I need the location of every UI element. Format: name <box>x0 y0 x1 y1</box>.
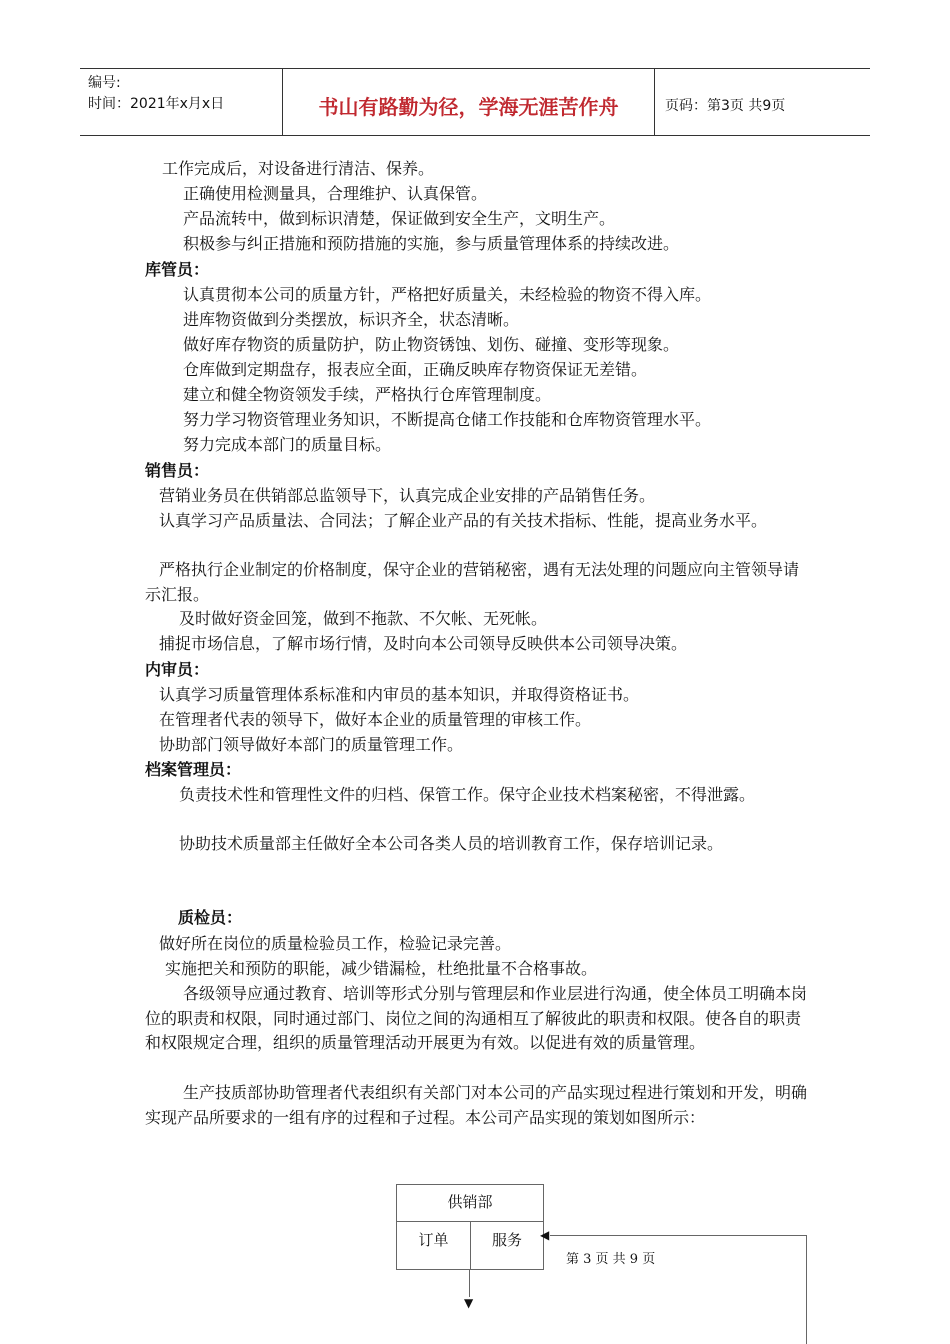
body-paragraph: 做好所在岗位的质量检验员工作，检验记录完善。 <box>159 934 512 953</box>
diagram-connector <box>550 1235 806 1236</box>
serial-label: 编号: <box>88 75 121 91</box>
body-paragraph: 实施把关和预防的职能，减少错漏检，杜绝批量不合格事故。 <box>165 959 598 978</box>
header-motto: 书山有路勤为径，学海无涯苦作舟 <box>318 95 619 119</box>
diagram-order-cell: 订单 <box>418 1231 449 1249</box>
body-paragraph: 仓库做到定期盘存，报表应全面，正确反映库存物资保证无差错。 <box>183 360 648 379</box>
body-paragraph: 负责技术性和管理性文件的归档、保管工作。保守企业技术档案秘密，不得泄露。 <box>179 785 756 804</box>
diagram-connector <box>469 1269 470 1297</box>
body-paragraph: 建立和健全物资领发手续，严格执行仓库管理制度。 <box>183 385 552 404</box>
header-page-cell <box>655 69 870 135</box>
section-heading-archive: 档案管理员： <box>145 760 242 779</box>
body-paragraph: 生产技质部协助管理者代表组织有关部门对本公司的产品实现过程进行策划和开发，明确实现产品所要求的一组有序的过程和子过程。本公司产品实现的策划如图所示： <box>145 1083 808 1127</box>
footer-page-number: 第 3 页 共 9 页 <box>566 1252 656 1267</box>
arrow-down-icon: ▼ <box>464 1296 474 1310</box>
body-paragraph: 进库物资做到分类摆放，标识齐全，状态清晰。 <box>183 310 520 329</box>
body-paragraph: 各级领导应通过教育、培训等形式分别与管理层和作业层进行沟通，使全体员工明确本岗位的职责和权限，同时通过部门、岗位之间的沟通相互了解彼此的职责和权限。使各自的职责和权限规定合理，组织的质量管理活动开展更为有效。以促进有效的质量管理。 <box>145 984 808 1052</box>
body-paragraph: 积极参与纠正措施和预防措施的实施，参与质量管理体系的持续改进。 <box>183 234 680 253</box>
diagram-connector <box>806 1235 807 1344</box>
body-paragraph: 正确使用检测量具，合理维护、认真保管。 <box>183 184 488 203</box>
body-paragraph: 及时做好资金回笼，做到不拖款、不欠帐、无死帐。 <box>179 609 548 628</box>
section-heading-internal-audit: 内审员： <box>145 660 210 679</box>
section-heading-warehouse: 库管员： <box>145 260 210 279</box>
diagram-service-cell: 服务 <box>491 1231 522 1249</box>
body-paragraph: 捕捉市场信息，了解市场行情，及时向本公司领导反映供本公司领导决策。 <box>159 634 688 653</box>
time-label: 时间：2021年x月x日 <box>88 96 225 112</box>
body-paragraph: 认真贯彻本公司的质量方针，严格把好质量关，未经检验的物资不得入库。 <box>183 285 712 304</box>
header-meta-cell <box>80 69 283 135</box>
page-header <box>80 68 870 136</box>
body-paragraph: 努力完成本部门的质量目标。 <box>183 435 392 454</box>
body-paragraph: 努力学习物资管理业务知识，不断提高仓储工作技能和仓库物资管理水平。 <box>183 410 712 429</box>
section-heading-inspector: 质检员： <box>178 908 243 927</box>
diagram-dept-box <box>396 1184 544 1270</box>
body-paragraph: 营销业务员在供销部总监领导下，认真完成企业安排的产品销售任务。 <box>159 486 656 505</box>
body-paragraph: 产品流转中，做到标识清楚，保证做到安全生产，文明生产。 <box>183 209 616 228</box>
header-page-info: 页码：第3页 共9页 <box>665 98 786 114</box>
body-paragraph: 协助技术质量部主任做好全本公司各类人员的培训教育工作，保存培训记录。 <box>179 834 724 853</box>
body-paragraph: 工作完成后，对设备进行清洁、保养。 <box>162 159 435 178</box>
body-paragraph: 在管理者代表的领导下，做好本企业的质量管理的审核工作。 <box>159 710 592 729</box>
diagram-dept-label: 供销部 <box>447 1193 493 1211</box>
body-paragraph: 做好库存物资的质量防护，防止物资锈蚀、划伤、碰撞、变形等现象。 <box>183 335 680 354</box>
body-paragraph: 严格执行企业制定的价格制度，保守企业的营销秘密，遇有无法处理的问题应向主管领导请示汇报。 <box>145 560 800 604</box>
header-motto-cell <box>283 69 655 135</box>
arrow-left-icon: ◀ <box>540 1228 550 1242</box>
body-paragraph: 认真学习质量管理体系标准和内审员的基本知识，并取得资格证书。 <box>159 685 640 704</box>
section-heading-sales: 销售员： <box>145 461 210 480</box>
body-paragraph: 认真学习产品质量法、合同法；了解企业产品的有关技术指标、性能，提高业务水平。 <box>159 511 768 530</box>
body-paragraph: 协助部门领导做好本部门的质量管理工作。 <box>159 735 464 754</box>
